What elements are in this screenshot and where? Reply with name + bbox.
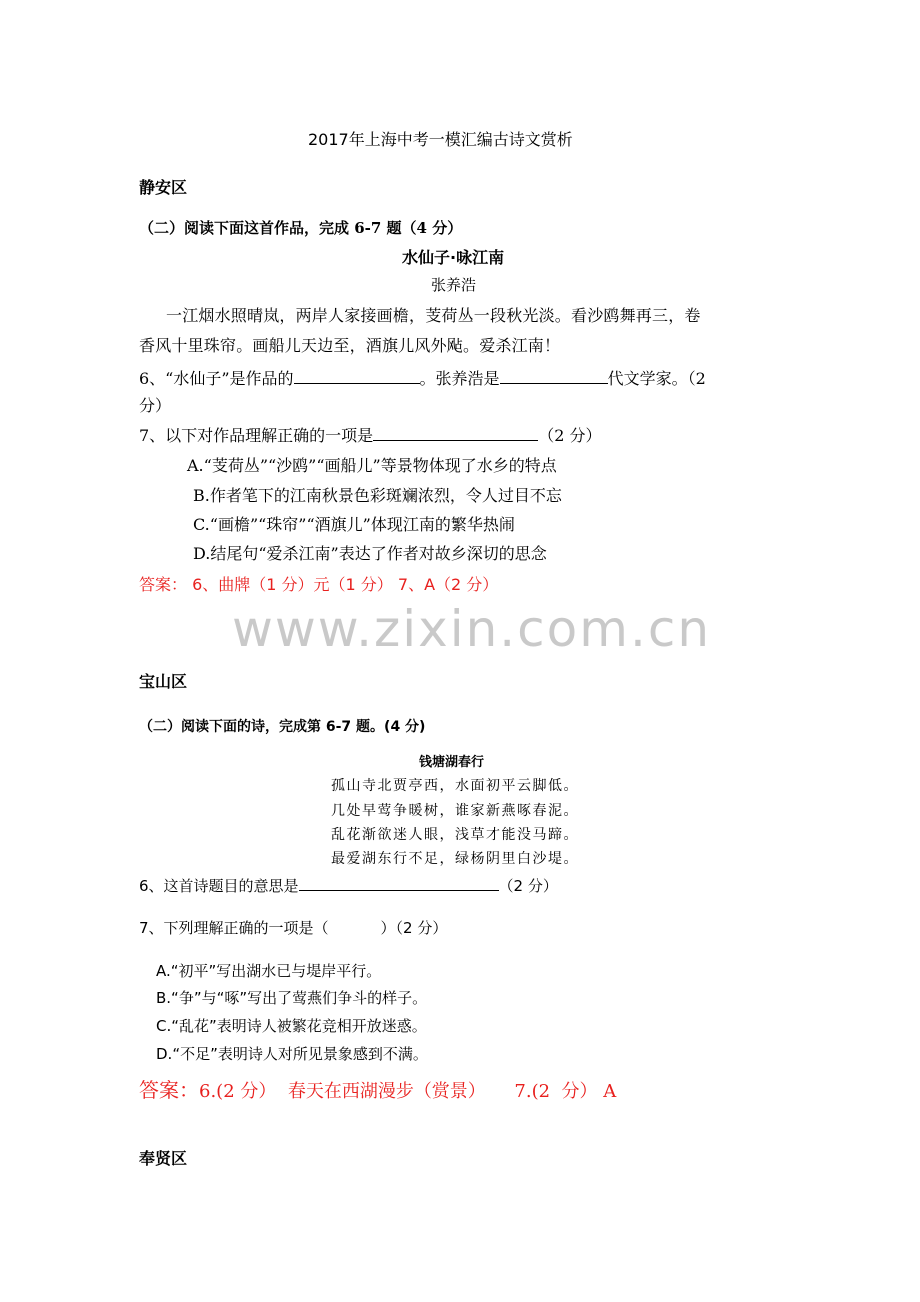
jingan-q7-blank[interactable] bbox=[373, 426, 538, 441]
baoshan-q6-blank[interactable] bbox=[299, 876, 499, 891]
baoshan-option-b: B.“争”与“啄”写出了莺燕们争斗的样子。 bbox=[156, 989, 428, 1007]
watermark-text: www.zixin.com.cn bbox=[232, 600, 712, 658]
jingan-q6-text-4: 分） bbox=[139, 396, 172, 415]
jingan-option-d: D.结尾句“爱杀江南”表达了作者对故乡深切的思念 bbox=[193, 544, 547, 563]
baoshan-answer-text: 6.(2 分） 春天在西湖漫步（赏景） 7.(2 分） A bbox=[199, 1081, 617, 1102]
baoshan-poem-line-4: 最爱湖东行不足，绿杨阴里白沙堤。 bbox=[331, 851, 579, 867]
jingan-q6-blank-2[interactable] bbox=[500, 369, 608, 384]
jingan-option-b: B.作者笔下的江南秋景色彩斑斓浓烈，令人过目不忘 bbox=[193, 486, 562, 505]
section-heading-jingan: 静安区 bbox=[139, 178, 188, 197]
jingan-q6-blank-1[interactable] bbox=[294, 369, 420, 384]
baoshan-question-7 bbox=[139, 917, 447, 938]
baoshan-answer-label: 答案： bbox=[139, 1078, 199, 1102]
jingan-q6-text-1: 6、“水仙子”是作品的 bbox=[139, 369, 294, 388]
jingan-instruction: （二）阅读下面这首作品，完成 6-7 题（4 分） bbox=[139, 219, 463, 237]
jingan-q6-text-2: 。张养浩是 bbox=[419, 369, 500, 388]
jingan-poem-line-1: 一江烟水照晴岚，两岸人家接画檐，芰荷丛一段秋光淡。看沙鸥舞再三，卷 bbox=[166, 306, 701, 325]
baoshan-option-d: D.“不足”表明诗人对所见景象感到不满。 bbox=[156, 1045, 428, 1063]
baoshan-poem-line-1: 孤山寺北贾亭西，水面初平云脚低。 bbox=[331, 778, 579, 794]
jingan-q7-text: 7、以下对作品理解正确的一项是 bbox=[139, 426, 374, 445]
document-title: 2017年上海中考一模汇编古诗文赏析 bbox=[308, 130, 573, 149]
jingan-poem-title: 水仙子·咏江南 bbox=[402, 248, 505, 267]
baoshan-question-6 bbox=[139, 875, 558, 896]
section-heading-baoshan: 宝山区 bbox=[139, 672, 188, 691]
baoshan-q7-score: ）（2 分） bbox=[380, 919, 448, 937]
baoshan-poem-title: 钱塘湖春行 bbox=[419, 755, 485, 770]
baoshan-instruction: （二）阅读下面的诗，完成第 6-7 题。(4 分) bbox=[139, 719, 426, 735]
baoshan-answer bbox=[139, 1074, 616, 1103]
baoshan-poem-line-3: 乱花渐欲迷人眼，浅草才能没马蹄。 bbox=[331, 827, 579, 843]
baoshan-q6-score: （2 分） bbox=[498, 877, 558, 895]
baoshan-q7-text: 7、下列理解正确的一项是（ bbox=[139, 919, 329, 937]
section-heading-fengxian: 奉贤区 bbox=[139, 1149, 188, 1168]
jingan-q7-score: （2 分） bbox=[538, 426, 602, 445]
baoshan-option-a: A.“初平”写出湖水已与堤岸平行。 bbox=[156, 962, 382, 980]
jingan-question-6 bbox=[139, 366, 706, 389]
baoshan-poem-line-2: 几处早莺争暖树，谁家新燕啄春泥。 bbox=[331, 803, 579, 819]
jingan-question-7 bbox=[139, 423, 601, 446]
jingan-poem-line-2: 香风十里珠帘。画船儿天边至，酒旗儿风外飐。爱杀江南！ bbox=[139, 336, 561, 355]
jingan-poem-author: 张养浩 bbox=[431, 276, 477, 294]
jingan-q6-text-3: 代文学家。（2 bbox=[607, 369, 706, 388]
jingan-answer: 答案： 6、曲牌（1 分）元（1 分） 7、A（2 分） bbox=[139, 575, 499, 594]
jingan-option-c: C.“画檐”“珠帘”“酒旗儿”体现江南的繁华热闹 bbox=[193, 515, 515, 534]
jingan-option-a: A.“芰荷丛”“沙鸥”“画船儿”等景物体现了水乡的特点 bbox=[187, 456, 557, 475]
baoshan-q6-text: 6、这首诗题目的意思是 bbox=[139, 877, 299, 895]
baoshan-option-c: C.“乱花”表明诗人被繁花竞相开放迷惑。 bbox=[156, 1017, 427, 1035]
